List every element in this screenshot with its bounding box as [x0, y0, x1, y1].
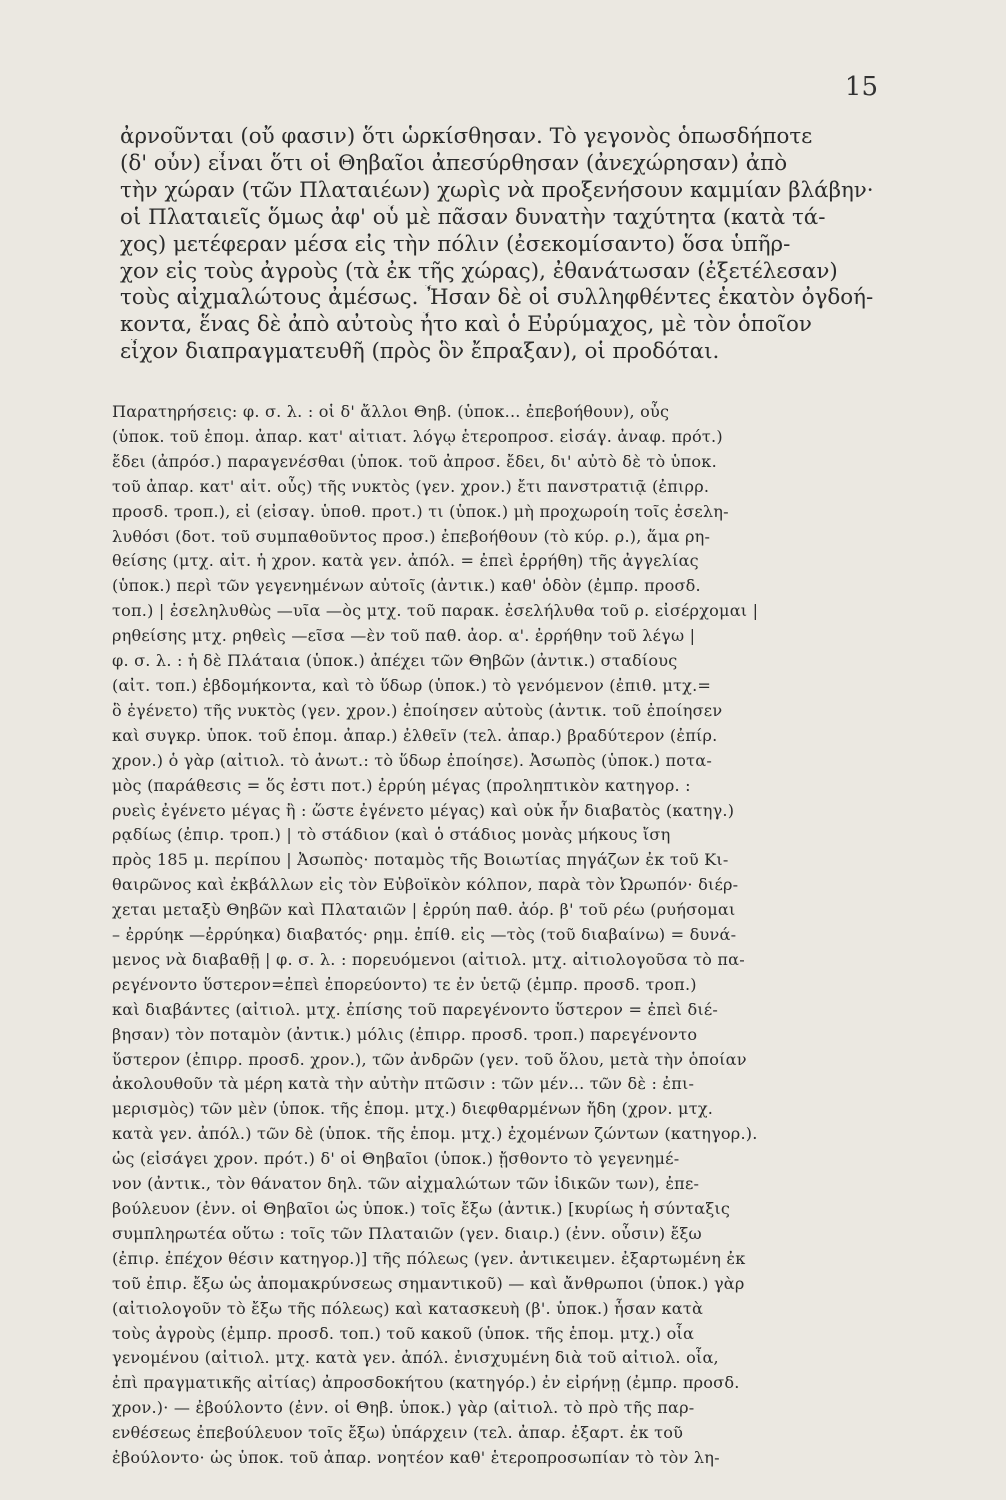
notes-line: τοῦ ἀπαρ. κατ' αἰτ. οὖς) τῆς νυκτὸς (γεν. χρον.) ἔτι πανστρατιᾷ (ἐπιρρ. — [112, 476, 710, 496]
main-text-line: χος) μετέφεραν μέσα εἰς τὴν πόλιν (ἐσεκομίσαντο) ὅσα ὑπῆρ- — [120, 231, 791, 257]
main-text-line: (δ' οὖν) εἶναι ὅτι οἱ Θηβαῖοι ἀπεσύρθησαν (ἀνεχώρησαν) ἀπὸ — [120, 150, 788, 176]
notes-line: καὶ διαβάντες (αἰτιολ. μτχ. ἐπίσης τοῦ παρεγένοντο ὕστερον = ἐπεὶ διέ- — [112, 999, 719, 1019]
main-text-line: χον εἰς τοὺς ἀγροὺς (τὰ ἐκ τῆς χώρας), ἐθανάτωσαν (ἐξετέλεσαν) — [120, 258, 838, 284]
notes-line: προσδ. τροπ.), εἰ (εἰσαγ. ὑποθ. προτ.) τι (ὑποκ.) μὴ προχωροίη τοῖς ἐσελη- — [112, 501, 729, 521]
notes-line: τοῦ ἐπιρ. ἔξω ὡς ἀπομακρύνσεως σημαντικοῦ) — καὶ ἄνθρωποι (ὑποκ.) γὰρ — [112, 1273, 745, 1293]
notes-line: μερισμὸς) τῶν μὲν (ὑποκ. τῆς ἑπομ. μτχ.) διεφθαρμένων ἤδη (χρον. μτχ. — [112, 1099, 714, 1119]
notes-line: (αἰτ. τοπ.) ἑβδομήκοντα, καὶ τὸ ὕδωρ (ὑποκ.) τὸ γενόμενον (ἐπιθ. μτχ.= — [112, 675, 712, 695]
notes-line: – ἐρρύηκ —ἐρρύηκα) διαβατός· ρημ. ἐπίθ. εἰς —τὸς (τοῦ διαβαίνω) = δυνά- — [112, 925, 737, 945]
notes-line: (ὑποκ.) περὶ τῶν γεγενημένων αὐτοῖς (ἀντικ.) καθ' ὁδὸν (ἐμπρ. προσδ. — [112, 576, 701, 596]
main-text-line: ἀρνοῦνται (οὔ φασιν) ὅτι ὡρκίσθησαν. Τὸ γεγονὸς ὁπωσδήποτε — [120, 124, 813, 149]
notes-line: θαιρῶνος καὶ ἐκβάλλων εἰς τὸν Εὐβοϊκὸν κόλπον, παρὰ τὸν Ὠρωπόν· διέρ- — [112, 875, 739, 895]
notes-line: (ἐπιρ. ἐπέχον θέσιν κατηγορ.)] τῆς πόλεως (γεν. ἀντικειμεν. ἐξαρτωμένη ἐκ — [112, 1248, 746, 1268]
notes-line: (αἰτιολογοῦν τὸ ἔξω τῆς πόλεως) καὶ κατασκευὴ (β'. ὑποκ.) ἦσαν κατὰ — [112, 1298, 704, 1318]
notes-line: ὃ ἐγένετο) τῆς νυκτὸς (γεν. χρον.) ἐποίησεν αὐτοὺς (ἀντικ. τοῦ ἐποίησεν — [112, 700, 723, 720]
notes-line: γενομένου (αἰτιολ. μτχ. κατὰ γεν. ἀπόλ. ἐνισχυμένη διὰ τοῦ αἰτιολ. οἷα, — [112, 1348, 719, 1368]
notes-line: ὡς (εἰσάγει χρον. πρότ.) δ' οἱ Θηβαῖοι (ὑποκ.) ᾔσθοντο τὸ γεγενημέ- — [112, 1149, 680, 1169]
notes-line: μενος νὰ διαβαθῇ | φ. σ. λ. : πορευόμενοι (αἰτιολ. μτχ. αἰτιολογοῦσα τὸ πα- — [112, 949, 745, 969]
notes-line: πρὸς 185 μ. περίπου | Ἀσωπὸς· ποταμὸς τῆς Βοιωτίας πηγάζων ἐκ τοῦ Κι- — [112, 850, 729, 870]
notes-line: καὶ συγκρ. ὑποκ. τοῦ ἑπομ. ἀπαρ.) ἐλθεῖν (τελ. ἀπαρ.) βραδύτερον (ἐπίρ. — [112, 725, 718, 745]
notes-section — [112, 400, 884, 1471]
notes-line: θείσης (μτχ. αἰτ. ἡ χρον. κατὰ γεν. ἀπόλ. = ἐπεὶ ἐρρήθη) τῆς ἀγγελίας — [112, 551, 699, 571]
notes-line: ἔδει (ἀπρόσ.) παραγενέσθαι (ὑποκ. τοῦ ἀπροσ. ἔδει, δι' αὐτὸ δὲ τὸ ὑποκ. — [112, 451, 717, 471]
main-text-line: οἱ Πλαταιεῖς ὅμως ἀφ' οὗ μὲ πᾶσαν δυνατὴν ταχύτητα (κατὰ τά- — [120, 204, 826, 230]
main-text-line: τοὺς αἰχμαλώτους ἀμέσως. Ἦσαν δὲ οἱ συλληφθέντες ἑκατὸν ὀγδοή- — [120, 285, 874, 311]
notes-line: ενθέσεως ἐπεβούλευον τοῖς ἔξω) ὑπάρχειν (τελ. ἀπαρ. ἐξαρτ. ἐκ τοῦ — [112, 1423, 684, 1443]
notes-line: ἐπὶ πραγματικῆς αἰτίας) ἀπροσδοκήτου (κατηγόρ.) ἐν εἰρήνῃ (ἐμπρ. προσδ. — [112, 1373, 740, 1393]
notes-line: τοπ.) | ἐσεληλυθὼς —υῖα —ὸς μτχ. τοῦ παρακ. ἐσελήλυθα τοῦ ρ. εἰσέρχομαι | — [112, 601, 759, 621]
notes-line: ρᾳδίως (ἐπιρ. τροπ.) | τὸ στάδιον (καὶ ὁ στάδιος μονὰς μήκους ἴση — [112, 825, 671, 845]
main-text-line: εἶχον διαπραγματευθῆ (πρὸς ὃν ἔπραξαν), οἱ προδόται. — [120, 339, 720, 365]
notes-line: μὸς (παράθεσις = ὅς ἐστι ποτ.) ἐρρύη μέγας (προληπτικὸν κατηγορ. : — [112, 775, 691, 795]
notes-line: τοὺς ἀγροὺς (ἐμπρ. προσδ. τοπ.) τοῦ κακοῦ (ὑποκ. τῆς ἑπομ. μτχ.) οἷα — [112, 1323, 695, 1343]
notes-line: ὕστερον (ἐπιρρ. προσδ. χρον.), τῶν ἀνδρῶν (γεν. τοῦ ὅλου, μετὰ τὴν ὁποίαν — [112, 1049, 747, 1069]
notes-line: ρυεὶς ἐγένετο μέγας ἢ : ὥστε ἐγένετο μέγας) καὶ οὐκ ἦν διαβατὸς (κατηγ.) — [112, 800, 735, 820]
page-number: 15 — [844, 72, 878, 102]
notes-line: συμπληρωτέα οὕτω : τοῖς τῶν Πλαταιῶν (γεν. διαιρ.) (ἐνν. οὖσιν) ἔξω — [112, 1223, 702, 1243]
main-text-line: τὴν χώραν (τῶν Πλαταιέων) χωρὶς νὰ προξενήσουν καμμίαν βλάβην· — [120, 177, 874, 203]
notes-line: χρον.) ὁ γὰρ (αἰτιολ. τὸ ἀνωτ.: τὸ ὕδωρ ἐποίησε). Ἀσωπὸς (ὑποκ.) ποτα- — [112, 750, 712, 770]
notes-line: ἀκολουθοῦν τὰ μέρη κατὰ τὴν αὐτὴν πτῶσιν : τῶν μέν... τῶν δὲ : ἐπι- — [112, 1074, 695, 1094]
notes-line: ἐβούλοντο· ὡς ὑποκ. τοῦ ἀπαρ. νοητέον καθ' ἑτεροπροσωπίαν τὸ τὸν λη- — [112, 1448, 720, 1468]
notes-line: Παρατηρήσεις: φ. σ. λ. : οἱ δ' ἄλλοι Θηβ. (ὑποκ... ἐπεβοήθουν), οὖς — [112, 402, 670, 421]
notes-line: χρον.)· — ἐβούλοντο (ἐνν. οἱ Θηβ. ὑποκ.) γὰρ (αἰτιολ. τὸ πρὸ τῆς παρ- — [112, 1398, 695, 1418]
notes-line: ρεγένοντο ὕστερον=ἐπεὶ ἐπορεύοντο) τε ἐν ὑετῷ (ἐμπρ. προσδ. τροπ.) — [112, 974, 697, 994]
notes-line: κατὰ γεν. ἀπόλ.) τῶν δὲ (ὑποκ. τῆς ἑπομ. μτχ.) ἐχομένων ζώντων (κατηγορ.). — [112, 1124, 758, 1144]
main-text-line: κοντα, ἕνας δὲ ἀπὸ αὐτοὺς ἦτο καὶ ὁ Εὐρύμαχος, μὲ τὸν ὁποῖον — [120, 312, 812, 338]
notes-line: βησαν) τὸν ποταμὸν (ἀντικ.) μόλις (ἐπιρρ. προσδ. τροπ.) παρεγένοντο — [112, 1024, 698, 1044]
notes-line: χεται μεταξὺ Θηβῶν καὶ Πλαταιῶν | ἐρρύη παθ. ἀόρ. β' τοῦ ρέω (ρυήσομαι — [112, 900, 736, 920]
notes-line: νον (ἀντικ., τὸν θάνατον δηλ. τῶν αἰχμαλώτων τῶν ἰδικῶν των), ἐπε- — [112, 1174, 700, 1194]
notes-line: βούλευον (ἐνν. οἱ Θηβαῖοι ὡς ὑποκ.) τοῖς ἔξω (ἀντικ.) [κυρίως ἡ σύνταξις — [112, 1199, 731, 1218]
notes-line: (ὑποκ. τοῦ ἑπομ. ἀπαρ. κατ' αἰτιατ. λόγῳ ἑτεροπροσ. εἰσάγ. ἀναφ. πρότ.) — [112, 426, 723, 446]
notes-line: φ. σ. λ. : ἡ δὲ Πλάταια (ὑποκ.) ἀπέχει τῶν Θηβῶν (ἀντικ.) σταδίους — [112, 651, 678, 671]
notes-line: λυθόσι (δοτ. τοῦ συμπαθοῦντος προσ.) ἐπεβοήθουν (τὸ κύρ. ρ.), ἅμα ρη- — [112, 526, 711, 546]
notes-line: ρηθείσης μτχ. ρηθεὶς —εῖσα —ὲν τοῦ παθ. ἀορ. α'. ἐρρήθην τοῦ λέγω | — [112, 626, 696, 646]
main-text — [120, 124, 884, 366]
